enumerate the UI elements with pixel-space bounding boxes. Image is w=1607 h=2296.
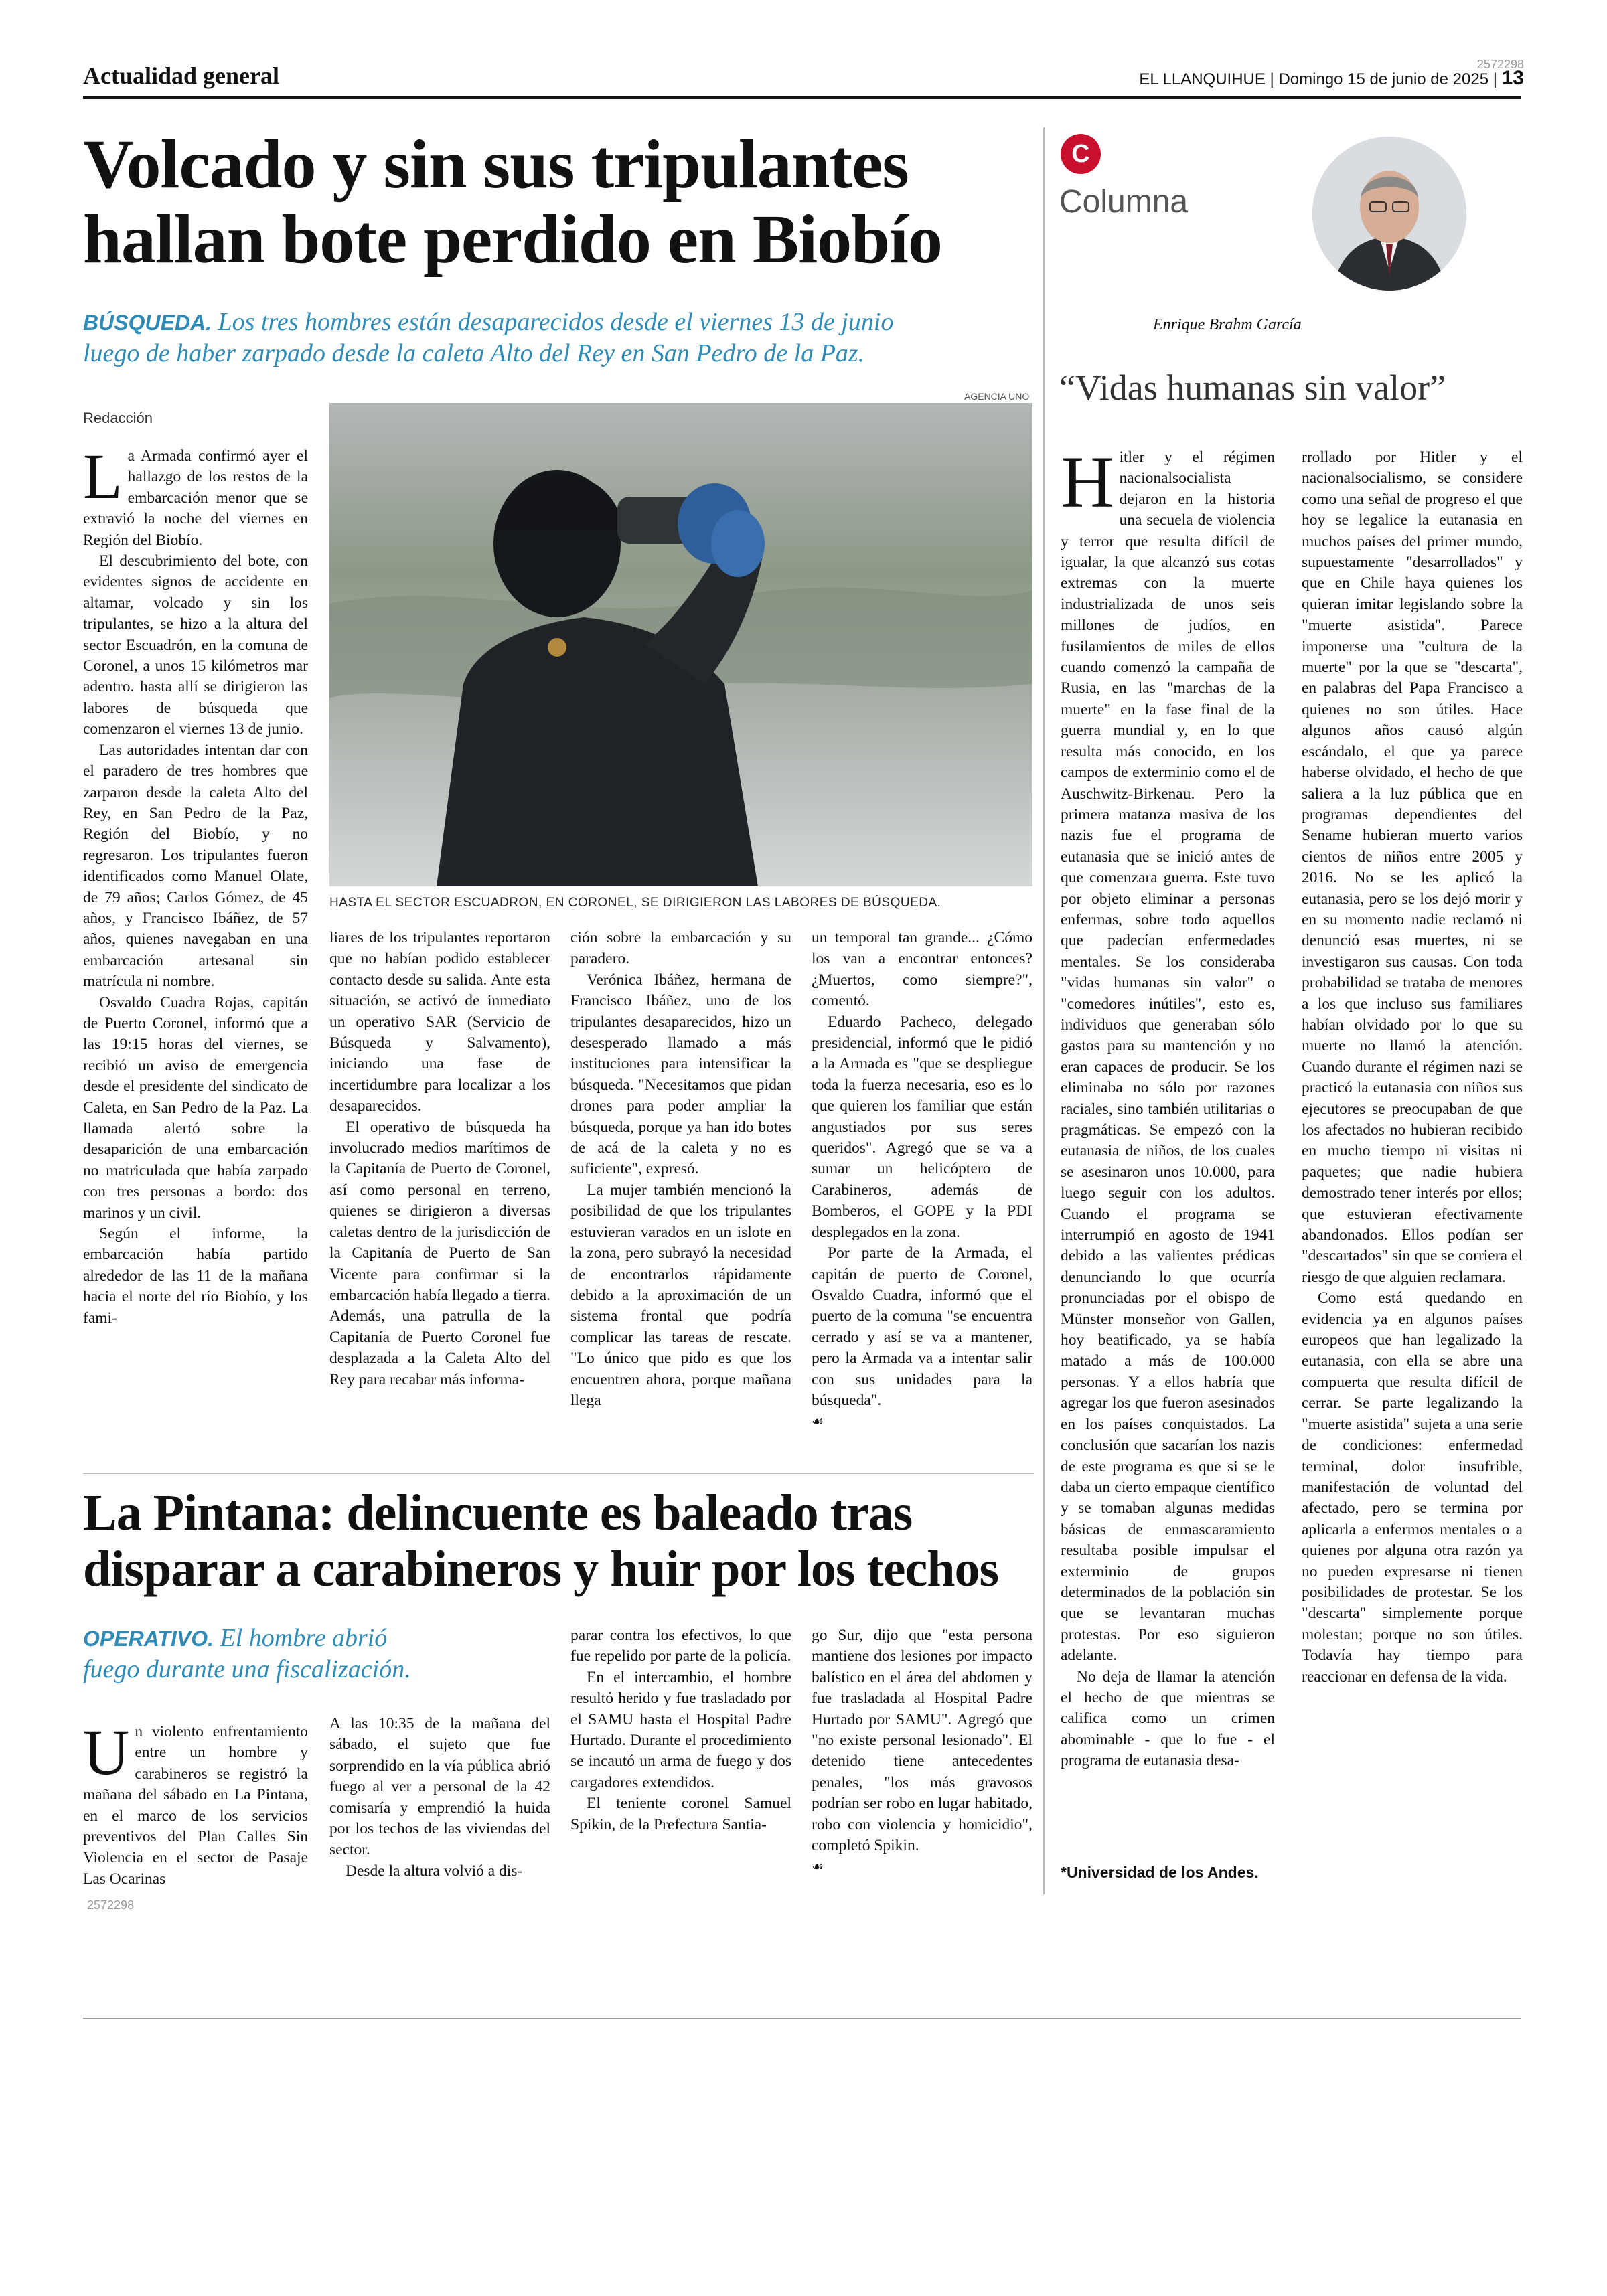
paragraph: Por parte de la Armada, el capitán de puerto de Coronel, Osvaldo Cuadra, informó que el puerto de la comuna "se encuentra cerrado y así se va a mantener, pero la Armada va a intentar salir con sus unidades para la búsqueda". xyxy=(812,1244,1032,1409)
main-headline-line1: Volcado y sin sus tripulantes xyxy=(83,126,909,203)
main-article-col3 xyxy=(570,928,791,1411)
second-deck-line1: El hombre abrió xyxy=(220,1624,388,1652)
main-article-col4 xyxy=(812,928,1032,1432)
dropcap-U: U xyxy=(83,1716,130,1788)
second-deck-line2: fuego durante una fiscalización. xyxy=(83,1655,411,1684)
paragraph: Según el informe, la embarcación había partido alrededor de las 11 de la mañana hacia el norte del río Biobío, y los fami- xyxy=(83,1225,308,1327)
paragraph: En el intercambio, el hombre resultó herido y fue trasladado por el SAMU hasta el Hospital Padre Hurtado. Durante el procedimiento se incautó un arma de fuego y dos cargadores extendidos. xyxy=(570,1668,791,1791)
second-article-col2 xyxy=(329,1714,550,1882)
header-rule xyxy=(83,96,1521,99)
column-badge-icon: C xyxy=(1061,134,1101,174)
page-bottom-rule xyxy=(83,2018,1521,2019)
dropcap-L: L xyxy=(83,440,123,512)
main-deck-line2: luego de haber zarpado desde la caleta Alto del Rey en San Pedro de la Paz. xyxy=(83,339,865,367)
second-deck xyxy=(83,1623,538,1685)
column-footnote: *Universidad de los Andes. xyxy=(1061,1864,1259,1881)
main-article-col2 xyxy=(329,928,550,1390)
paragraph: Desde la altura volvió a dis- xyxy=(346,1862,523,1880)
byline: Redacción xyxy=(83,410,153,426)
column-label: Columna xyxy=(1059,184,1189,220)
paragraph: ción sobre la embarcación y su paradero. xyxy=(570,929,791,968)
photo-caption: HASTA EL SECTOR ESCUADRON, EN CORONEL, SE DIRIGIERON LAS LABORES DE BÚSQUEDA. xyxy=(329,896,941,910)
main-headline-line2: hallan bote perdido en Biobío xyxy=(83,201,942,278)
paragraph: Osvaldo Cuadra Rojas, capitán de Puerto Coronel, informó que a las 19:15 horas del viernes, se recibió un aviso de emergencia desde el presidente del sindicato de Caleta, en San Pedro de la Paz. La llamada alertó sobre la desaparición de una embarcación no matriculada que había zarpado con tres personas a bordo: dos marinos y un civil. xyxy=(83,993,308,1222)
section-label: Actualidad general xyxy=(83,62,279,89)
main-deck-line1: Los tres hombres están desaparecidos desde el viernes 13 de junio xyxy=(218,308,894,336)
end-mark-icon: ☙ xyxy=(812,1413,824,1430)
issue-date: Domingo 15 de junio de 2025 xyxy=(1278,70,1489,88)
article-divider xyxy=(83,1473,1034,1474)
page-number: 13 xyxy=(1501,67,1524,89)
paragraph: El operativo de búsqueda ha involucrado medios marítimos de la Capitanía de Puerto de Coronel, así como personal en terreno, quienes se dirigieron a diversas caletas dentro de la jurisdicción de la Capitanía de Puerto de San Vicente para confirmar si la embarcación había llegado a tierra. Además, una patrulla de la Capitanía de Puerto Coronel fue desplazada a la Caleta Alto del Rey para recabar más informa- xyxy=(329,1118,550,1388)
paragraph: itler y el régimen nacionalsocialista dejaron en la historia una secuela de violencia y terror que resulta difícil de igualar, la que alcanzó sus cotas extremas con la muerte industrializada de unos seis millones de judíos, en fusilamientos de miles de ellos cuando comenzó la campaña de Rusia, en las "marchas de la muerte" en la fase final de la guerra mundial y, en lo que resulta más conocido, en los campos de exterminio como el de Auschwitz-Birkenau. Pero la primera matanza masiva de los nazis fue el programa de eutanasia que se inició antes de que comenzara guerra. Este tuvo por objeto eliminar a personas enfermas, sobre todo aquellos que padecían enfermedades mentales. Se los consideraba "vidas humanas sin valor" o "comedores inútiles", esto es, individuos que generaban sólo gastos para su mantención y no eran capaces de producir. Se los eliminaba no sólo por razones raciales, sino también utilitarias o pragmáticas. Se empezó con la eutanasia de niños, de los cuales se asesinaron unos 10.000, para luego seguir con los adultos. Cuando el programa se interrumpió en agosto de 1941 debido a las valientes prédicas denunciando lo que ocurría pronunciadas por el obispo de Münster monseñor von Gallen, hoy beatificado, ya se había matado a más de 100.000 personas. Y a ellos habría que agregar los que fueron asesinados en los países conquistados. La conclusión que sacarían los nazis de este programa es que si se le daba un cierto empaque científico y se tomaban algunas medidas básicas de enmascaramiento resultaba posible impulsar el exterminio de grupos determinados de la población sin que se levantaran muchas protestas. Por eso siguieron adelante. xyxy=(1061,448,1275,1665)
paragraph: go Sur, dijo que "esta persona mantiene dos lesiones por impacto balístico en el área del abdomen y fue trasladada al Hospital Padre Hurtado por SAMU". Agregó que "no existe personal lesionado". El detenido tiene antecedentes penales, "los más gravosos podrían ser robo en lugar habitado, robo con violencia y homicidio", completó Spikin. xyxy=(812,1627,1032,1855)
doc-id-bottom: 2572298 xyxy=(87,1898,135,1912)
second-headline-line2: disparar a carabineros y huir por los techos xyxy=(83,1541,999,1597)
doc-id-top: 2572298 xyxy=(1476,58,1524,71)
paragraph: Eduardo Pacheco, delegado presidencial, informó que le pidió a la Armada es "que se despliegue toda la fuerza necesaria, eso es lo que quieren los familiar que están angustiados por sus seres queridos". Agregó que se va a sumar un helicóptero de Carabineros, además de Bomberos, el GOPE y la PDI desplegados en la zona. xyxy=(812,1013,1032,1241)
paragraph: A las 10:35 de la mañana del sábado, el sujeto que fue sorprendido en la vía pública abrió fuego al ver a personal de la 42 comisaría y emprendió la huida por los techos de las viviendas del sector. xyxy=(329,1715,550,1859)
second-headline-line1: La Pintana: delincuente es baleado tras xyxy=(83,1485,913,1541)
newspaper-name: EL LLANQUIHUE xyxy=(1139,70,1266,88)
column-col2 xyxy=(1302,447,1523,1688)
page-header-info: EL LLANQUIHUE | Domingo 15 de junio de 2025 | 13 xyxy=(1139,67,1524,89)
paragraph: a Armada confirmó ayer el hallazgo de los restos de la embarcación menor que se extravió la noche del viernes en Región del Biobío. xyxy=(83,447,308,549)
second-article-col3 xyxy=(570,1625,791,1835)
main-article-col1 xyxy=(83,440,308,1329)
column-col1 xyxy=(1061,441,1275,1772)
paragraph: El descubrimiento del bote, con evidentes signos de accidente en altamar, volcado y sin los tripulantes, se hizo a la altura del sector Escuadrón, en la comuna de Coronel, a unos 15 kilómetros mar adentro. hasta allí se dirigieron las labores de búsqueda que comenzaron el viernes 13 de junio. xyxy=(83,552,308,738)
paragraph: Como está quedando en evidencia ya en algunos países europeos que han legalizado la eutanasia, con ella se abre una compuerta que resulta difícil de cerrar. Se parte legalizando la "muerte asistida" sujeta a una serie de condiciones: enfermedad terminal, dolor insufrible, manifestación de voluntad del afectado, pero se termina por aplicarla a enfermos mentales o a quienes por alguna otra razón ya no pueden expresarse ni tienen posibilidades de protestar. Se los "descarta" simplemente porque molestan; porque no son útiles. Todavía hay tiempo para reaccionar en defensa de la vida. xyxy=(1302,1289,1523,1686)
column-title: “Vidas humanas sin valor” xyxy=(1059,367,1446,408)
news-photo xyxy=(329,403,1032,886)
binoculars-man-illustration xyxy=(329,403,1032,886)
second-kicker: OPERATIVO. xyxy=(83,1627,214,1651)
end-mark-icon: ☙ xyxy=(812,1858,824,1875)
paragraph: Verónica Ibáñez, hermana de Francisco Ibáñez, uno de los tripulantes desaparecidos, hizo un desesperado llamado a más instituciones para intensificar la búsqueda. "Necesitamos que pidan drones para poder ampliar la búsqueda, porque ya han ido botes de acá de la caleta y no es suficiente", expresó. xyxy=(570,971,791,1178)
second-article-col1 xyxy=(83,1716,308,1890)
main-deck xyxy=(83,307,1020,369)
column-author: Enrique Brahm García xyxy=(1153,316,1302,333)
column-divider xyxy=(1043,127,1045,1894)
author-avatar xyxy=(1312,137,1466,291)
paragraph: El teniente coronel Samuel Spikin, de la Prefectura Santia- xyxy=(570,1795,791,1833)
paragraph: un temporal tan grande... ¿Cómo los van a encontrar entonces? ¿Muertos, como siempre?", comentó. xyxy=(812,929,1032,1010)
paragraph: liares de los tripulantes reportaron que no habían podido establecer contacto desde su salida. Ante esta situación, se activó de inmediato un operativo SAR (Servicio de Búsqueda y Salvamento), iniciando una fase de incertidumbre para localizar a los desaparecidos. xyxy=(329,929,550,1115)
paragraph: No deja de llamar la atención el hecho de que mientras se califica como un crimen abominable - que lo fue - el programa de eutanasia desa- xyxy=(1061,1667,1275,1770)
dropcap-H: H xyxy=(1061,441,1114,523)
paragraph: n violento enfrentamiento entre un hombre y carabineros se registró la mañana del sábado en La Pintana, en el marco de los servicios preventivos del Plan Calles Sin Violencia en el sector de Pasaje Las Ocarinas xyxy=(83,1723,308,1888)
paragraph: Las autoridades intentan dar con el paradero de tres hombres que zarparon desde la caleta Alto del Rey, en San Pedro de la Paz, Región del Biobío, y no regresaron. Los tripulantes fueron identificados como Manuel Olate, de 79 años; Carlos Gómez, de 45 años, y Francisco Ibáñez, de 57 años, quienes navegaban en una embarcación artesanal sin matrícula ni nombre. xyxy=(83,741,308,991)
second-headline xyxy=(83,1485,1034,1597)
main-headline xyxy=(83,127,1020,277)
paragraph: parar contra los efectivos, lo que fue repelido por parte de la policía. xyxy=(570,1627,791,1665)
paragraph: rrollado por Hitler y el nacionalsocialismo, se considere como una señal de progreso el que hoy se legalice la eutanasia en muchos países del primer mundo, supuestamente "desarrollados" y que en Chile haya quienes los quieran imitar legislando sobre la "muerte asistida". Parece imponerse una "cultura de la muerte" por la que se "descarta", en palabras del Papa Francisco a quienes no son útiles. Hace algunos años causó algún escándalo, el que ya parece haberse olvidado, el hecho de que saliera a la luz pública que en programas dependientes del Sename hubieran muerto varios cientos de niños entre 2005 y 2016. No se les aplicó la eutanasia, pero se los dejó morir y en su momento nadie reclamó ni denunció esas muertes, ni se investigaron sus causas. Con toda probabilidad se trataba de menores a los que incluso sus familiares habían olvidado por lo que su muerte no llamó la atención. Cuando durante el régimen nazi se practicó la eutanasia con niños sus ejecutores se preocupaban de que los afectados no hubieran recibido en mucho tiempo ni visitas ni paquetes; que nadie hubiera demostrado tener interés por ellos; que estuvieran efectivamente abandonados. Ellos podían ser "descartados" sin que se corriera el riesgo de que alguien reclamara. xyxy=(1302,448,1523,1286)
second-article-col4 xyxy=(812,1625,1032,1878)
author-portrait-icon xyxy=(1312,137,1466,291)
paragraph: La mujer también mencionó la posibilidad de que los tripulantes estuvieran varados en un islote en la zona, pero subrayó la necesidad de encontrarlos rápidamente debido a la aproximación de un sistema frontal que podría complicar las tareas de rescate. "Lo único que pido es que los encuentren ahora, porque mañana llega xyxy=(570,1181,791,1409)
main-kicker: BÚSQUEDA. xyxy=(83,311,212,335)
photo-credit: AGENCIA UNO xyxy=(964,391,1030,402)
